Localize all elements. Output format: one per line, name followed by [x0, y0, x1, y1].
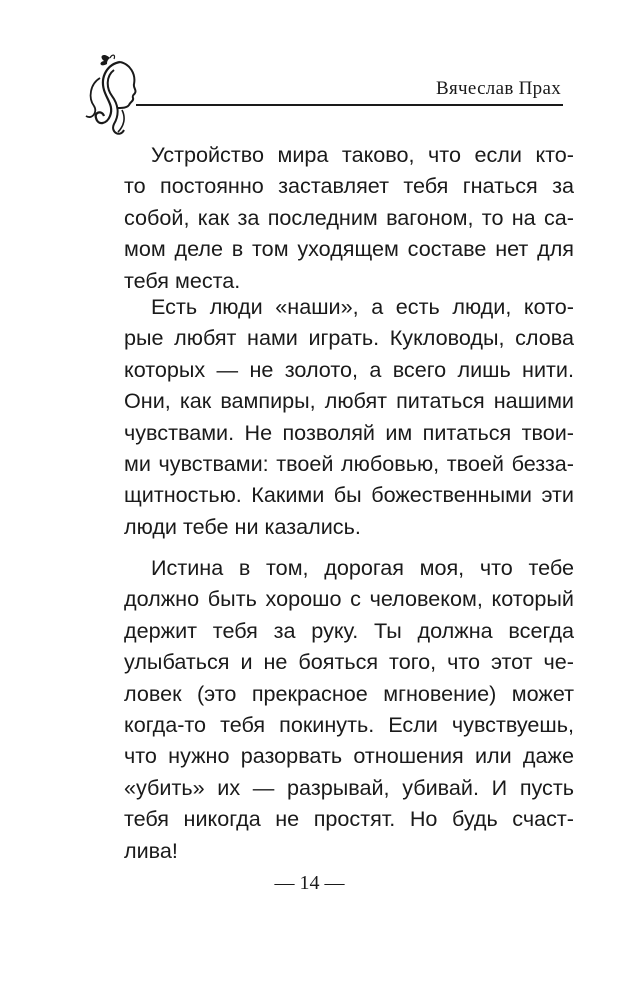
text-line: Они, как вампиры, любят питаться нашими — [124, 388, 574, 414]
text-line: Есть люди «наши», а есть люди, кото- — [151, 294, 574, 319]
text-line: «убить» их — разрывай, убивай. И пусть — [124, 774, 574, 800]
text-line: тебя никогда не простят. Но будь счаст- — [124, 806, 574, 832]
text-line: держит тебя за руку. Ты должна всегда — [124, 617, 574, 643]
running-header-author: Вячеслав Прах — [436, 78, 561, 99]
text-line: лива! — [124, 837, 178, 863]
text-line: тебя места. — [124, 267, 241, 293]
page-number: — 14 — — [274, 872, 345, 894]
text-line: чувствами. Не позволяй им питаться твои- — [124, 419, 574, 445]
text-line: рые любят нами играть. Кукловоды, слова — [124, 325, 574, 351]
paragraph-1 — [124, 139, 574, 296]
woman-silhouette-with-butterfly-icon — [80, 48, 150, 140]
text-line: мом деле в том уходящем составе нет для — [124, 236, 574, 262]
paragraph-2 — [124, 291, 574, 542]
text-line: когда-то тебя покинуть. Если чувствуешь, — [124, 712, 574, 738]
text-line: ловек (это прекрасное мгновение) может — [124, 680, 574, 706]
text-line: Устройство мира таково, что если кто- — [151, 142, 574, 167]
text-line: ми чувствами: твоей любовью, твоей безза- — [124, 451, 574, 477]
paragraph-3 — [124, 552, 574, 866]
text-line: Истина в том, дорогая моя, что тебе — [151, 555, 574, 580]
header-divider — [136, 104, 563, 106]
text-line: то постоянно заставляет тебя гнаться за — [124, 173, 574, 199]
text-line: люди тебе ни казались. — [124, 513, 361, 539]
text-line: улыбаться и не бояться того, что этот че- — [124, 649, 574, 675]
text-line: щитностью. Какими бы божественными эти — [124, 482, 574, 508]
text-line: собой, как за последним вагоном, то на са- — [124, 204, 574, 230]
text-line: что нужно разорвать отношения или даже — [124, 743, 574, 769]
text-line: которых — не золото, а всего лишь нити. — [124, 356, 574, 382]
text-line: должно быть хорошо с человеком, который — [124, 586, 574, 612]
